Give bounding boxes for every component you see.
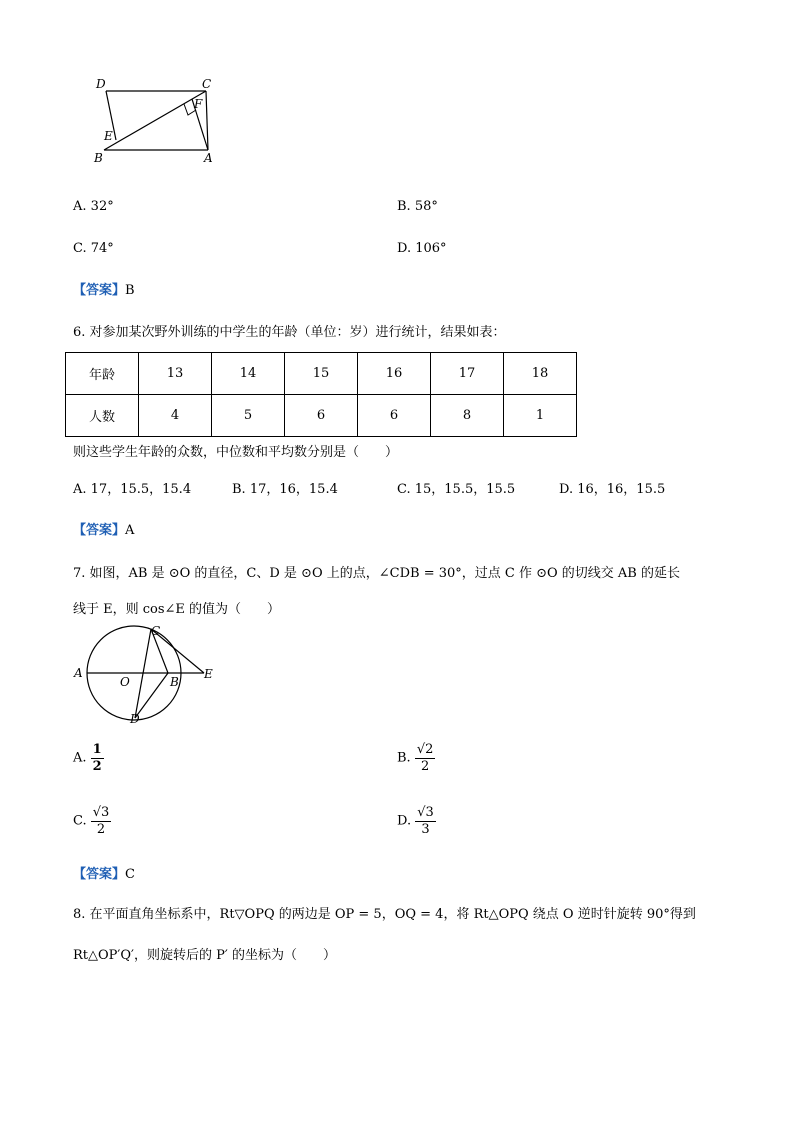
- q7-stem-line2: 线于 E，则 cos∠E 的值为（ ）: [73, 602, 281, 617]
- q7-label-c: C: [151, 624, 161, 638]
- q8-line2: Rt△OP′Q′，则旋转后的 P′ 的坐标为（ ）: [73, 948, 336, 963]
- q5-answer: 【答案】B: [73, 283, 135, 298]
- table-cell: 14: [212, 353, 285, 395]
- q8-line1: 8. 在平面直角坐标系中，Rt▽OPQ 的两边是 OP = 5，OQ = 4，将 Rt△OPQ 绕点 O 逆时针旋转 90°得到: [73, 907, 696, 922]
- q6-option-c: C. 15，15.5，15.5: [397, 482, 516, 497]
- q6-table: [65, 352, 577, 437]
- q5-label-d: D: [96, 77, 106, 91]
- q5-label-b: B: [94, 151, 103, 165]
- q5-label-e: E: [104, 129, 113, 143]
- q7-figure: [72, 624, 222, 724]
- q6-option-a: A. 17，15.5，15.4: [73, 482, 192, 497]
- table-cell: 15: [285, 353, 358, 395]
- table-cell: 1: [504, 395, 577, 437]
- q7-stem-line1: 7. 如图，AB 是 ⊙O 的直径，C、D 是 ⊙O 上的点，∠CDB = 30°，过点 C 作 ⊙O 的切线交 AB 的延长: [73, 566, 680, 581]
- q7-answer: 【答案】C: [73, 867, 135, 882]
- q5-figure: [88, 74, 228, 166]
- q7-label-d: D: [130, 712, 140, 724]
- q5-option-b: B. 58°: [397, 199, 438, 214]
- table-cell: 4: [139, 395, 212, 437]
- q6-stem: 6. 对参加某次野外训练的中学生的年龄（单位：岁）进行统计，结果如表：: [73, 325, 506, 340]
- table-cell: 年龄: [66, 353, 139, 395]
- table-row: [66, 395, 577, 437]
- table-cell: 5: [212, 395, 285, 437]
- table-cell: 8: [431, 395, 504, 437]
- q5-option-d: D. 106°: [397, 241, 447, 256]
- q7-label-e: E: [204, 667, 213, 681]
- q7-label-a: A: [74, 666, 83, 680]
- q6-option-b: B. 17，16，15.4: [232, 482, 338, 497]
- q7-option-b: B. $\frac{√2}{2}$: [397, 742, 434, 774]
- q7-label-b: B: [170, 675, 179, 689]
- q5-label-a: A: [204, 151, 213, 165]
- q6-answer: 【答案】A: [73, 523, 135, 538]
- table-cell: 6: [285, 395, 358, 437]
- q7-option-c: C. $\frac{√3}{2}$: [73, 805, 110, 837]
- q5-option-a: A. 32°: [73, 199, 114, 214]
- table-cell: 人数: [66, 395, 139, 437]
- table-cell: 6: [358, 395, 431, 437]
- table-cell: 16: [358, 353, 431, 395]
- table-row: [66, 353, 577, 395]
- q7-option-a: A. $\frac{1}{2}$: [73, 742, 102, 774]
- q7-option-d: D. $\frac{√3}{3}$: [397, 805, 434, 837]
- table-cell: 13: [139, 353, 212, 395]
- q7-label-o: O: [120, 675, 130, 689]
- table-cell: 18: [504, 353, 577, 395]
- q6-option-d: D. 16，16，15.5: [559, 482, 666, 497]
- q5-label-c: C: [202, 77, 212, 91]
- q6-question: 则这些学生年龄的众数，中位数和平均数分别是（ ）: [73, 445, 399, 460]
- table-cell: 17: [431, 353, 504, 395]
- q5-option-c: C. 74°: [73, 241, 114, 256]
- q5-label-f: F: [194, 97, 203, 111]
